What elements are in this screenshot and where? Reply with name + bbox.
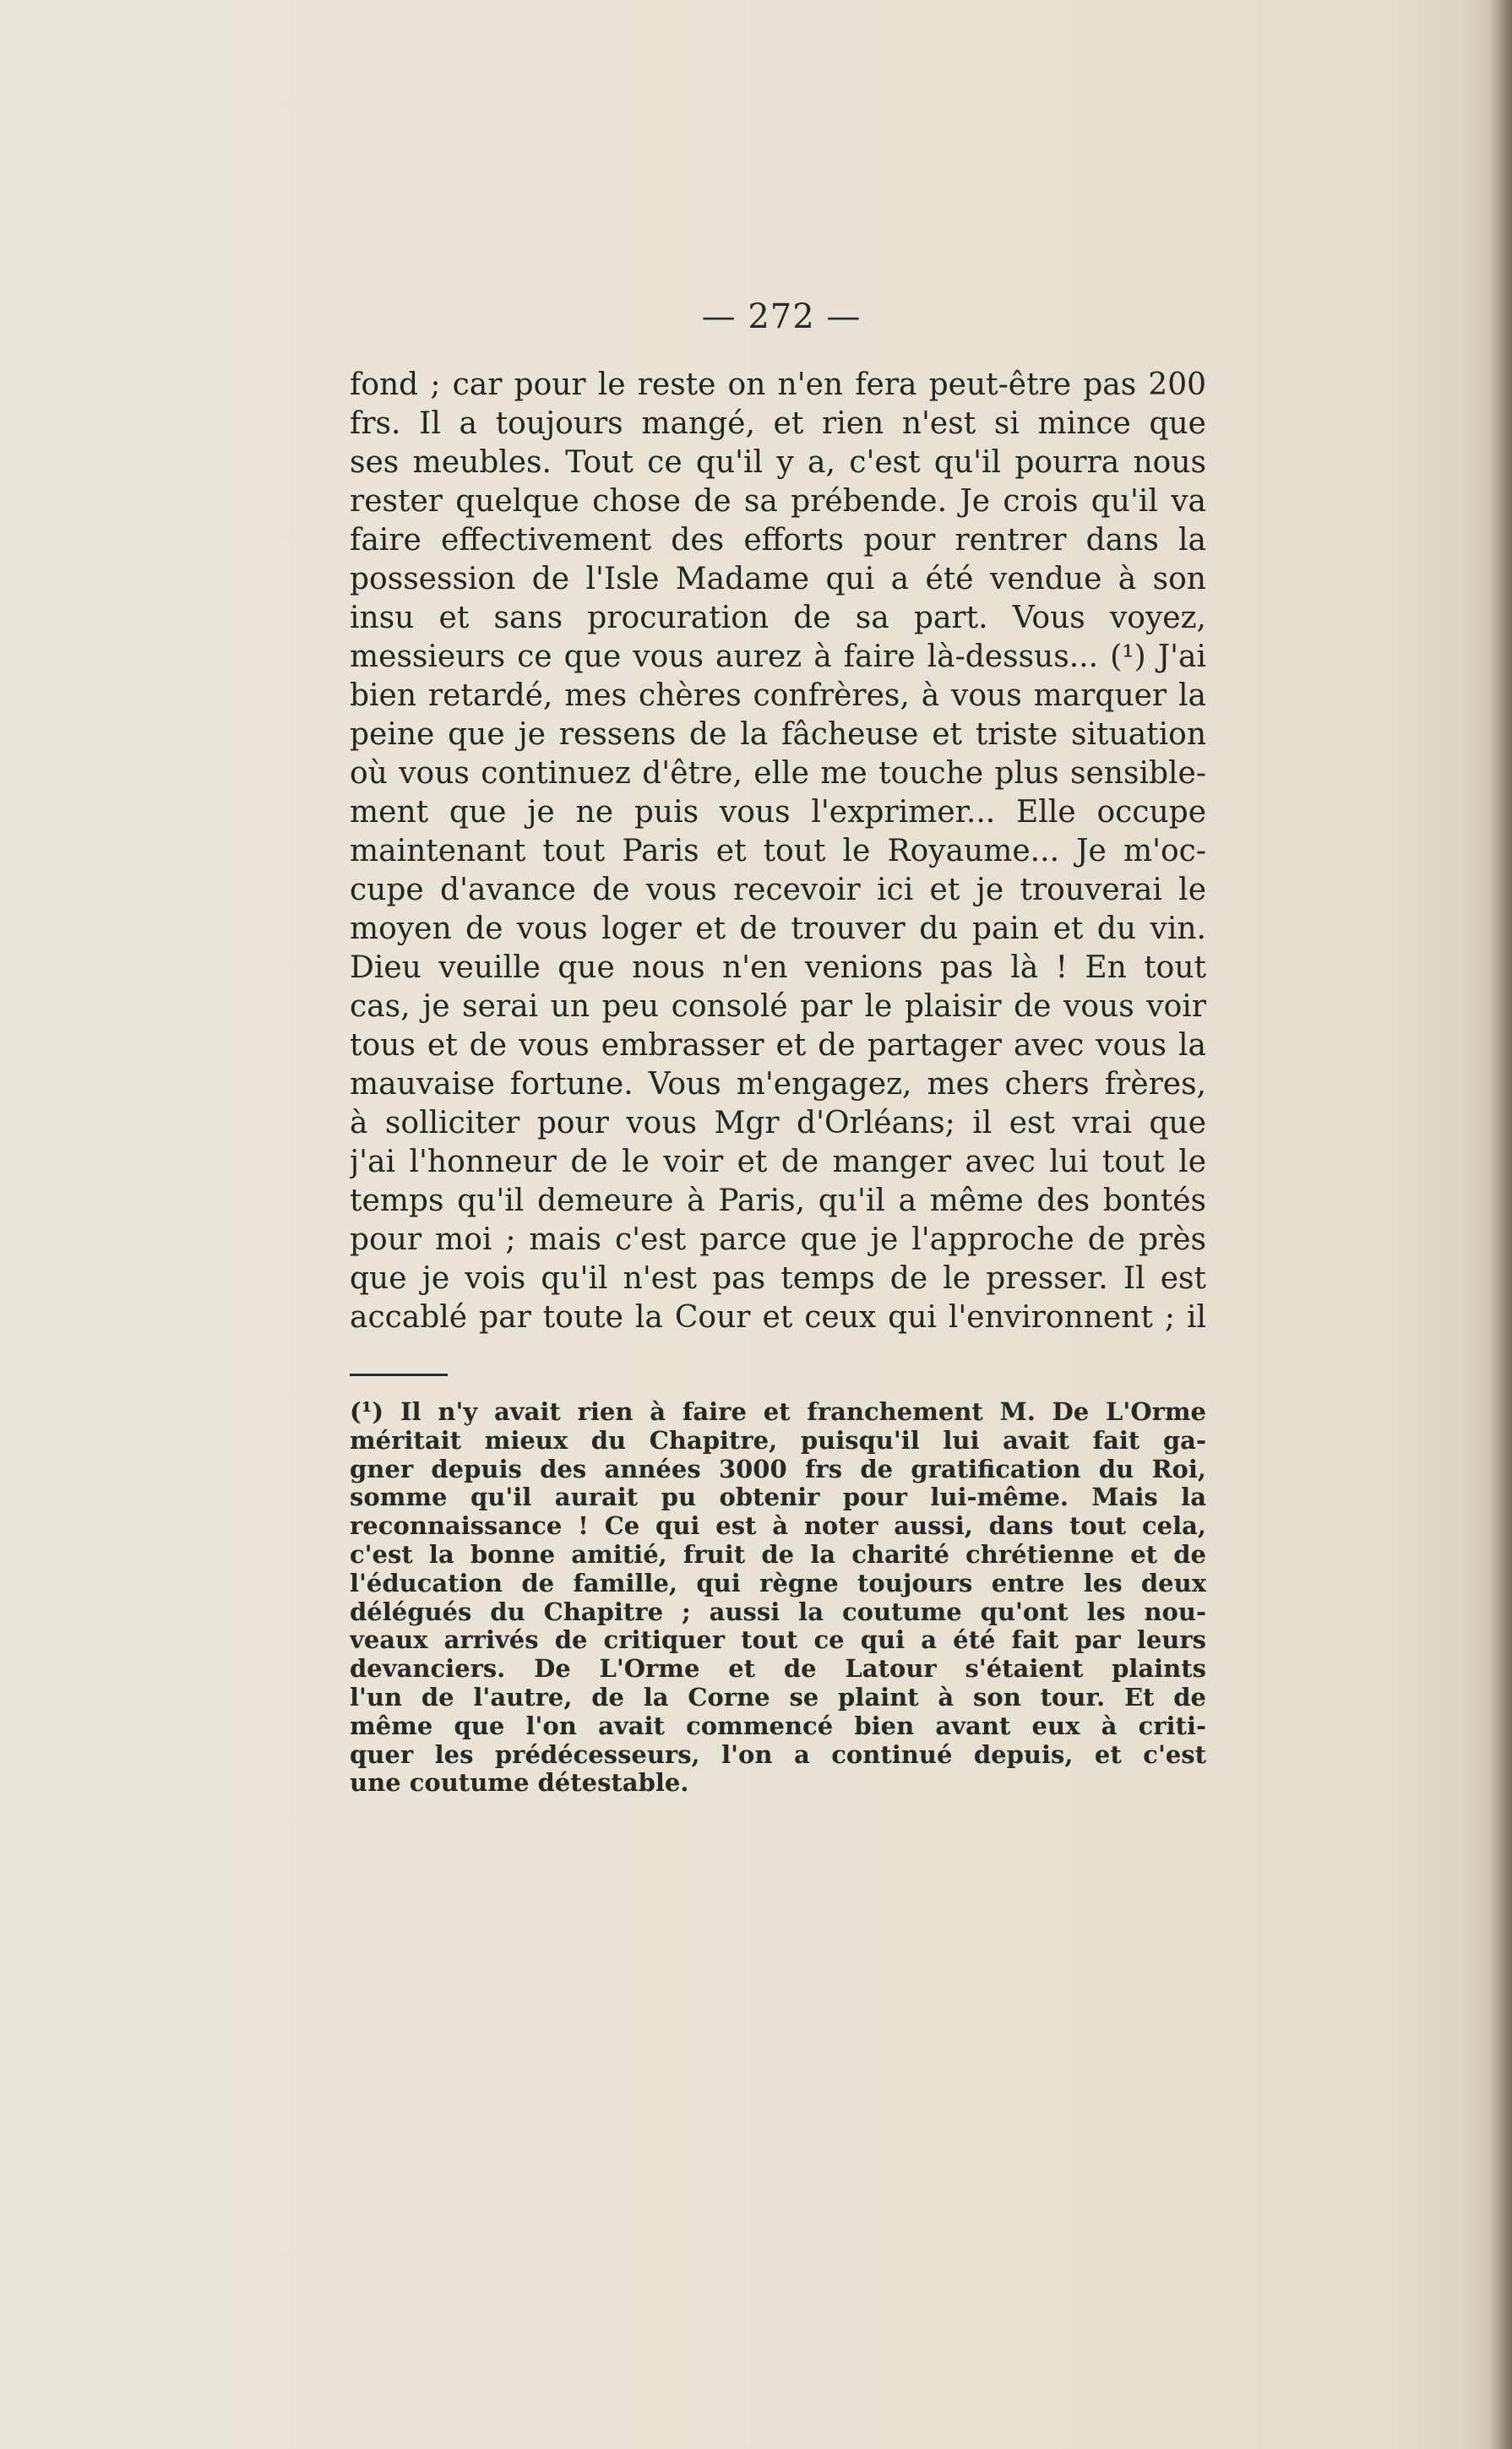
body-line: moyen de vous loger et de trouver du pain et du vin.	[350, 912, 1206, 946]
footnote-line: (¹) Il n'y avait rien à faire et franchement M. De L'Orme	[350, 1398, 1206, 1426]
footnote-line: devanciers. De L'Orme et de Latour s'étaient plaints	[350, 1655, 1206, 1684]
body-line: pour moi ; mais c'est parce que je l'approche de près	[350, 1222, 1206, 1257]
body-line: cas, je serai un peu consolé par le plaisir de vous voir	[350, 989, 1206, 1024]
footnote-line: c'est la bonne amitié, fruit de la charité chrétienne et de	[350, 1540, 1206, 1569]
body-line: ment que je ne puis vous l'exprimer... Elle occupe	[350, 795, 1206, 830]
body-text	[350, 366, 1206, 1337]
page-edge-shadow	[1461, 0, 1512, 2449]
page-number: — 272 —	[701, 297, 862, 336]
footnote-line: gner depuis des années 3000 frs de gratification du Roi,	[350, 1455, 1206, 1483]
body-line: temps qu'il demeure à Paris, qu'il a même des bontés	[350, 1184, 1206, 1218]
body-line: possession de l'Isle Madame qui a été vendue à son	[350, 562, 1206, 596]
footnote-line: quer les prédécesseurs, l'on a continué depuis, et c'est	[350, 1740, 1206, 1769]
footnote-line: l'éducation de famille, qui règne toujours entre les deux	[350, 1569, 1206, 1597]
body-line: cupe d'avance de vous recevoir ici et je trouverai le	[350, 873, 1206, 907]
body-line: frs. Il a toujours mangé, et rien n'est si mince que	[350, 406, 1206, 441]
footnote-line: veaux arrivés de critiquer tout ce qui a été fait par leurs	[350, 1626, 1206, 1655]
body-line: peine que je ressens de la fâcheuse et triste situation	[350, 717, 1206, 752]
body-line: messieurs ce que vous aurez à faire là-dessus... (¹) J'ai	[350, 639, 1206, 674]
body-line: mauvaise fortune. Vous m'engagez, mes chers frères,	[350, 1067, 1206, 1102]
body-line: maintenant tout Paris et tout le Royaume... Je m'oc-	[350, 834, 1206, 868]
body-line: faire effectivement des efforts pour rentrer dans la	[350, 523, 1206, 558]
footnote	[350, 1398, 1206, 1798]
body-line: Dieu veuille que nous n'en venions pas là ! En tout	[350, 950, 1206, 985]
footnote-line: même que l'on avait commencé bien avant eux à criti-	[350, 1712, 1206, 1740]
body-line: où vous continuez d'être, elle me touche plus sensible-	[350, 756, 1206, 791]
footnote-line: l'un de l'autre, de la Corne se plaint à son tour. Et de	[350, 1683, 1206, 1712]
body-line: rester quelque chose de sa prébende. Je crois qu'il va	[350, 484, 1206, 519]
footnote-divider	[350, 1374, 448, 1376]
footnote-line: une coutume détestable.	[350, 1769, 689, 1798]
body-line: accablé par toute la Cour et ceux qui l'environnent ; il	[350, 1300, 1206, 1335]
body-line: à solliciter pour vous Mgr d'Orléans; il est vrai que	[350, 1106, 1206, 1140]
body-line: ses meubles. Tout ce qu'il y a, c'est qu'il pourra nous	[350, 445, 1206, 480]
footnote-line: délégués du Chapitre ; aussi la coutume qu'ont les nou-	[350, 1597, 1206, 1626]
body-line: tous et de vous embrasser et de partager avec vous la	[350, 1028, 1206, 1063]
footnote-line: méritait mieux du Chapitre, puisqu'il lui avait fait ga-	[350, 1426, 1206, 1455]
body-line: que je vois qu'il n'est pas temps de le presser. Il est	[350, 1261, 1206, 1296]
body-line: j'ai l'honneur de le voir et de manger avec lui tout le	[350, 1145, 1206, 1179]
footnote-line: somme qu'il aurait pu obtenir pour lui-même. Mais la	[350, 1483, 1206, 1512]
footnote-line: reconnaissance ! Ce qui est à noter aussi, dans tout cela,	[350, 1512, 1206, 1541]
body-line: insu et sans procuration de sa part. Vous voyez,	[350, 601, 1206, 635]
body-line: bien retardé, mes chères confrères, à vous marquer la	[350, 678, 1206, 713]
body-line: fond ; car pour le reste on n'en fera peut-être pas 200	[350, 367, 1206, 402]
